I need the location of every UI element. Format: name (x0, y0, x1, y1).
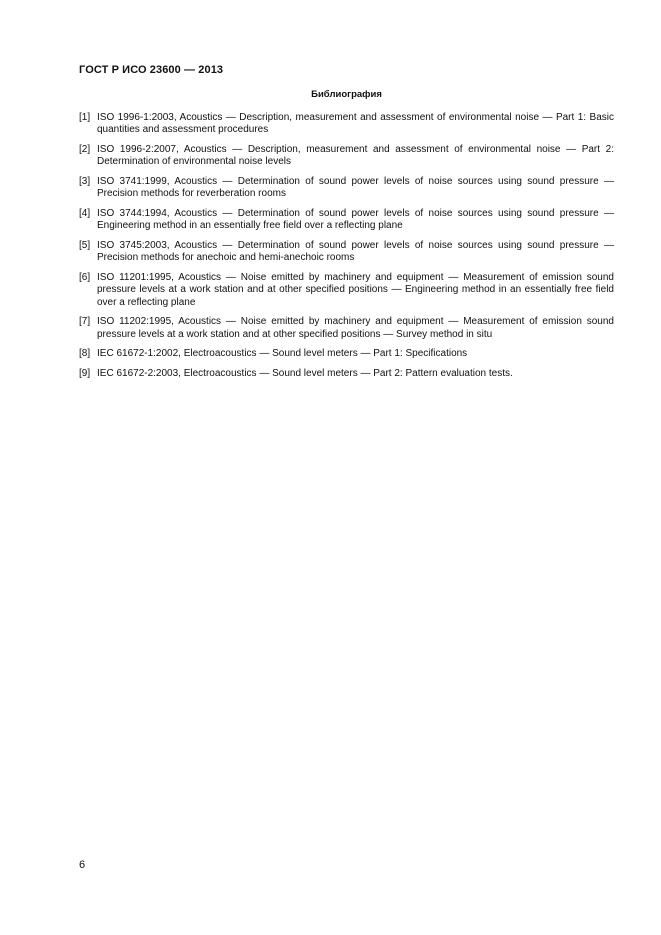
reference-list (79, 112, 614, 388)
document-header: ГОСТ Р ИСО 23600 — 2013 (79, 64, 224, 76)
reference-text: ISO 11202:1995, Acoustics — Noise emitted by machinery and equipment — Measurement of emission sound pressure levels at a work station and at other specified positions — Survey method in situ (97, 316, 614, 340)
reference-item (79, 240, 614, 265)
reference-number: [4] (79, 208, 91, 219)
reference-item (79, 348, 614, 360)
reference-item (79, 368, 614, 380)
reference-text: ISO 11201:1995, Acoustics — Noise emitted by machinery and equipment — Measurement of emission sound pressure levels at a work station and at other specified positions — Engineering method in an essentially free field over a reflecting plane (97, 272, 614, 308)
reference-number: [8] (79, 348, 91, 360)
reference-item (79, 316, 614, 341)
reference-number: [3] (79, 176, 91, 187)
reference-number: [9] (79, 368, 91, 379)
bibliography-title: Библиография (311, 89, 382, 100)
reference-number: [6] (79, 272, 91, 283)
reference-text: IEC 61672-1:2002, Electroacoustics — Sound level meters — Part 1: Specifications (97, 348, 468, 360)
reference-text: ISO 3744:1994, Acoustics — Determination of sound power levels of noise sources using sound pressure — Engineering method in an essentially free field over a reflecting plane (97, 208, 614, 232)
reference-item (79, 176, 614, 201)
page-number: 6 (79, 859, 86, 871)
reference-text: IEC 61672-2:2003, Electroacoustics — Sound level meters — Part 2: Pattern evaluation tests. (97, 368, 513, 379)
reference-text: ISO 1996-1:2003, Acoustics — Description, measurement and assessment of environmental noise — Part 1: Basic quantities and assessment procedures (97, 112, 614, 136)
reference-text: ISO 1996-2:2007, Acoustics — Description, measurement and assessment of environmental noise — Part 2: Determination of environmental noise levels (97, 144, 614, 168)
reference-number: [7] (79, 316, 91, 328)
reference-item (79, 208, 614, 233)
reference-item (79, 112, 614, 137)
reference-number: [2] (79, 144, 91, 155)
reference-text: ISO 3745:2003, Acoustics — Determination of sound power levels of noise sources using sound pressure — Precision methods for anechoic and hemi-anechoic rooms (97, 240, 614, 264)
reference-item (79, 144, 614, 169)
reference-text: ISO 3741:1999, Acoustics — Determination of sound power levels of noise sources using sound pressure — Precision methods for reverberation rooms (97, 176, 614, 200)
reference-number: [5] (79, 240, 91, 251)
reference-item (79, 272, 614, 309)
reference-number: [1] (79, 112, 91, 123)
